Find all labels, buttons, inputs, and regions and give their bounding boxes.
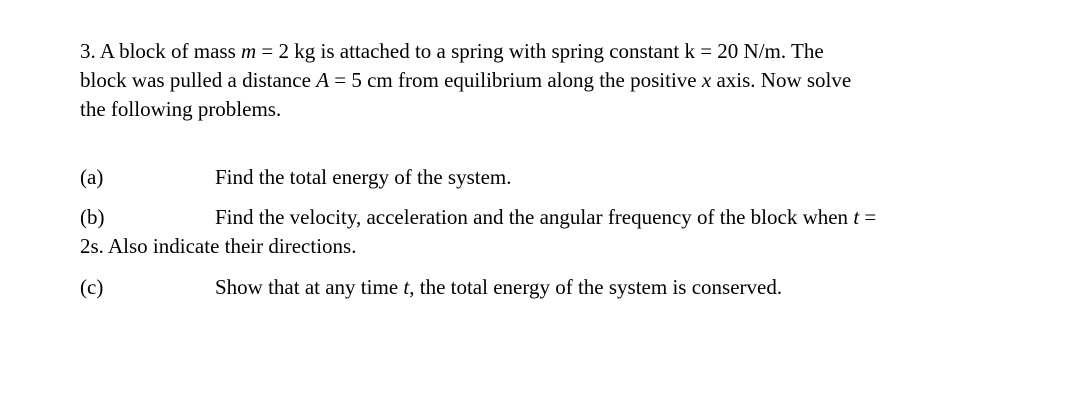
part-b-line2: 2s. Also indicate their directions. [80, 234, 357, 258]
part-a-text: Find the total energy of the system. [215, 165, 512, 189]
part-b-label: (b) [80, 205, 105, 229]
variable-m: m [241, 39, 257, 63]
problem-line1-part2: = 2 kg is attached to a spring with spring constant k = 20 N/m. The [256, 39, 824, 63]
part-a-label: (a) [80, 165, 104, 189]
variable-t: t [403, 275, 410, 299]
variable-A: A [316, 68, 330, 92]
part-c-text-2: , the total energy of the system is conserved. [409, 275, 783, 299]
part-c-label: (c) [80, 275, 104, 299]
problem-line3: the following problems. [80, 97, 282, 121]
part-a [80, 163, 1040, 192]
variable-t: t [853, 205, 860, 229]
problem-number: 3. [80, 39, 96, 63]
part-b-text-end: = [859, 205, 877, 229]
part-b [80, 203, 1040, 261]
problem-line2-part2: = 5 cm from equilibrium along the positive [329, 68, 702, 92]
variable-x: x [701, 68, 712, 92]
part-c-text-1: Show that at any time [215, 275, 404, 299]
part-c [80, 273, 1040, 302]
problem-line1-part1: A block of mass [99, 39, 241, 63]
problem-line2-part3: axis. Now solve [711, 68, 852, 92]
problem-statement [80, 37, 1040, 124]
problem-line2-part1: block was pulled a distance [80, 68, 317, 92]
part-b-text: Find the velocity, acceleration and the angular frequency of the block when [215, 205, 854, 229]
